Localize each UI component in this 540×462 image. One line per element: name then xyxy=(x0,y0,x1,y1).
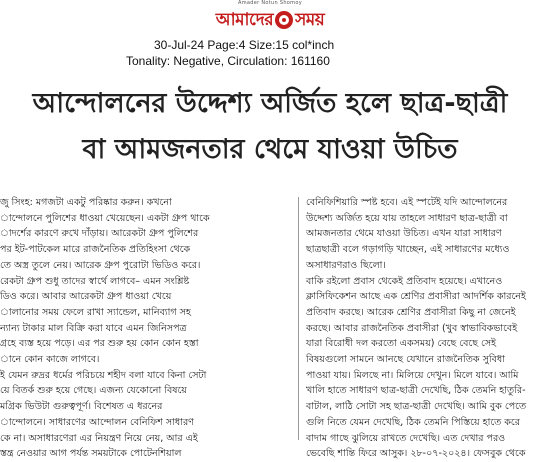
article-column-left xyxy=(0,195,290,460)
masthead-word-left: আমাদের xyxy=(215,9,274,30)
headline-line-1: আন্দোলনের উদ্দেশ্য অর্জিত হলে ছাত্র-ছাত্রী xyxy=(32,88,508,119)
article-line: করছে। আবার রাজনৈতিক প্রবাসীরা (খুব স্বাভাবিকভাবেই xyxy=(306,322,518,334)
article-line: ান্দোলনে। সাধারণের আন্দোলন বেনিফিশ সাধারণ xyxy=(0,416,194,428)
article-line: যারা বিরোধী দল করতো একসময়) বেছে বেছে সেই xyxy=(306,338,497,350)
article-line: ানে কোন কাজে লাগবে। xyxy=(0,354,100,366)
headline-line-2: বা আমজনতার থেমে যাওয়া উচিত xyxy=(82,134,458,165)
article-line: বেনিফিশিয়ারি স্পষ্ট হবে। এই স্পটেই যদি আন্দোলনের xyxy=(306,197,508,208)
article-line: গ্রহে ব্যস্ত হয়ে পড়ে। এর পর শুরু হয় কোন কোন হস্তা xyxy=(0,338,199,350)
article-line: প্রতিবাদ করছে। আরেক শ্রেণির প্রবাসীরা কিছু না জেনেই xyxy=(306,306,516,318)
newspaper-masthead xyxy=(160,0,380,32)
article-line: ান্দোলনে পুলিশের ধাওয়া খেয়েছেন। একটা গ্রুপ থাকে xyxy=(0,212,210,224)
article-line: কে না। অসাধারণেরা এর নিয়ন্ত্রণ নিয়ে নেয়, আর এই xyxy=(0,432,198,444)
article-line: ালানোর সময় ফেলে রাখা স্যান্ডেল, মানিব্যাগ সহ xyxy=(0,306,191,318)
article-line: আমজনতার থেমে যাওয়া উচিত। এখন যারা সাধারণ xyxy=(306,228,502,240)
article-line: াদর্শের কারণে রুখে দাঁড়ায়। আরেকটা গ্রুপ পুলিশের xyxy=(0,228,199,240)
article-line: ছাত্রছাত্রী বলে গড়াগড়ি খাচ্ছেন, এই সাধারণের মধ্যেও xyxy=(306,244,510,256)
article-line: ন্যান্য টাকার মাল বিক্রি করা যাবে এমন জিনিসপত্র xyxy=(0,322,187,334)
masthead-tagline: Amader Notun Shomoy xyxy=(238,0,302,6)
article-line: মগ্রিক ভিউটা গুরুত্বপূর্ণ। বিশেষত এ ধরনের xyxy=(0,401,163,413)
article-line: উদ্দেশ্য অর্জিত হয়ে যায় তাহলে সাধারণ ছাত্র-ছাত্রী বা xyxy=(306,212,508,224)
article-line: রেকটা গ্রুপ শুধু তাদের স্বার্থে লাগবে– এমন সংশ্লিষ্ট xyxy=(0,275,190,287)
masthead-emblem-icon xyxy=(275,11,293,29)
article-line: ই যেমন রুদ্রর ধর্মের পরিচয়ে শহীদ বলা যাবে কিনা সেটা xyxy=(0,369,207,381)
column-divider xyxy=(298,197,299,440)
article-line: তে অস্ত্র তুলে নেয়। আরেক গ্রুপ পুরোটা ভিডিও করে। xyxy=(0,259,201,271)
article-line: বাদাম গাছে ঝুলিয়ে রাখতে দেখেছি। এত দেখার পরও xyxy=(306,432,506,444)
clipping-meta-tonality-circulation: Tonality: Negative, Circulation: 161160 xyxy=(126,54,330,68)
masthead-logo-row xyxy=(160,7,380,32)
article-column-right xyxy=(306,195,540,460)
article-line: বাটাল, লাঠি সোটা সহ ছাত্র-ছাত্রী দেখেছি। আমি বুক পেতে xyxy=(306,401,527,413)
masthead-word-right: সময় xyxy=(295,9,325,30)
article-line: বিষয়গুলো সামনে আনছে যেখানে রাজনৈতিক সুবিধা xyxy=(306,354,505,366)
article-line: পাওয়া যায়। মিলছে না। মিলিয়ে দেখুন। মিলে যাবে। আমি xyxy=(306,369,519,381)
article-line: স্তন্ত্র নেওয়ার আগ পর্যন্ত সময়টাকে পোটেনশিয়াল xyxy=(0,448,182,460)
article-line: অসাধারণরাও ছিলো। xyxy=(306,259,386,271)
article-line: জু সিংহ: মগজটা একটু পরিষ্কার করুন। কখনো xyxy=(0,197,172,208)
clipping-meta-date-page-size: 30-Jul-24 Page:4 Size:15 col*inch xyxy=(154,38,335,52)
article-line: গুলি নিতে যেমন দেখেছি, ঠিক তেমনি পিস্তিয়ে হাতে করে xyxy=(306,416,520,428)
article-line: পর ইট-পাটকেল মারে রাজনৈতিক প্রতিহিংসা থেকে xyxy=(0,244,191,256)
article-line: বাকি রইলো প্রবাস থেকেই প্রতিবাদ হয়েছে। এখানেও xyxy=(306,275,503,287)
article-line: ডিও করে। আবার আরেকটা গ্রুপ ধাওয়া খেয়ে xyxy=(0,291,172,303)
article-line: খালি হাতে সাধারণ ছাত্র-ছাত্রী দেখেছি, ঠিক তেমনি হাতুরি- xyxy=(306,385,526,397)
article-line: য়ে বিতর্ক শুরু হয়ে গেছে। এজন্য যেকোনো বিষয়ে xyxy=(0,385,187,397)
article-line: ক্লাসিফিকেশন আছে এক শ্রেণির প্রবাসীরা আদর্শিক কারনেই xyxy=(306,291,526,303)
article-line: ভেবেছি শান্তি ফিরে আসুক। ২৮-০৭-২০২৪। ফেসবুক থেকে xyxy=(306,448,526,460)
